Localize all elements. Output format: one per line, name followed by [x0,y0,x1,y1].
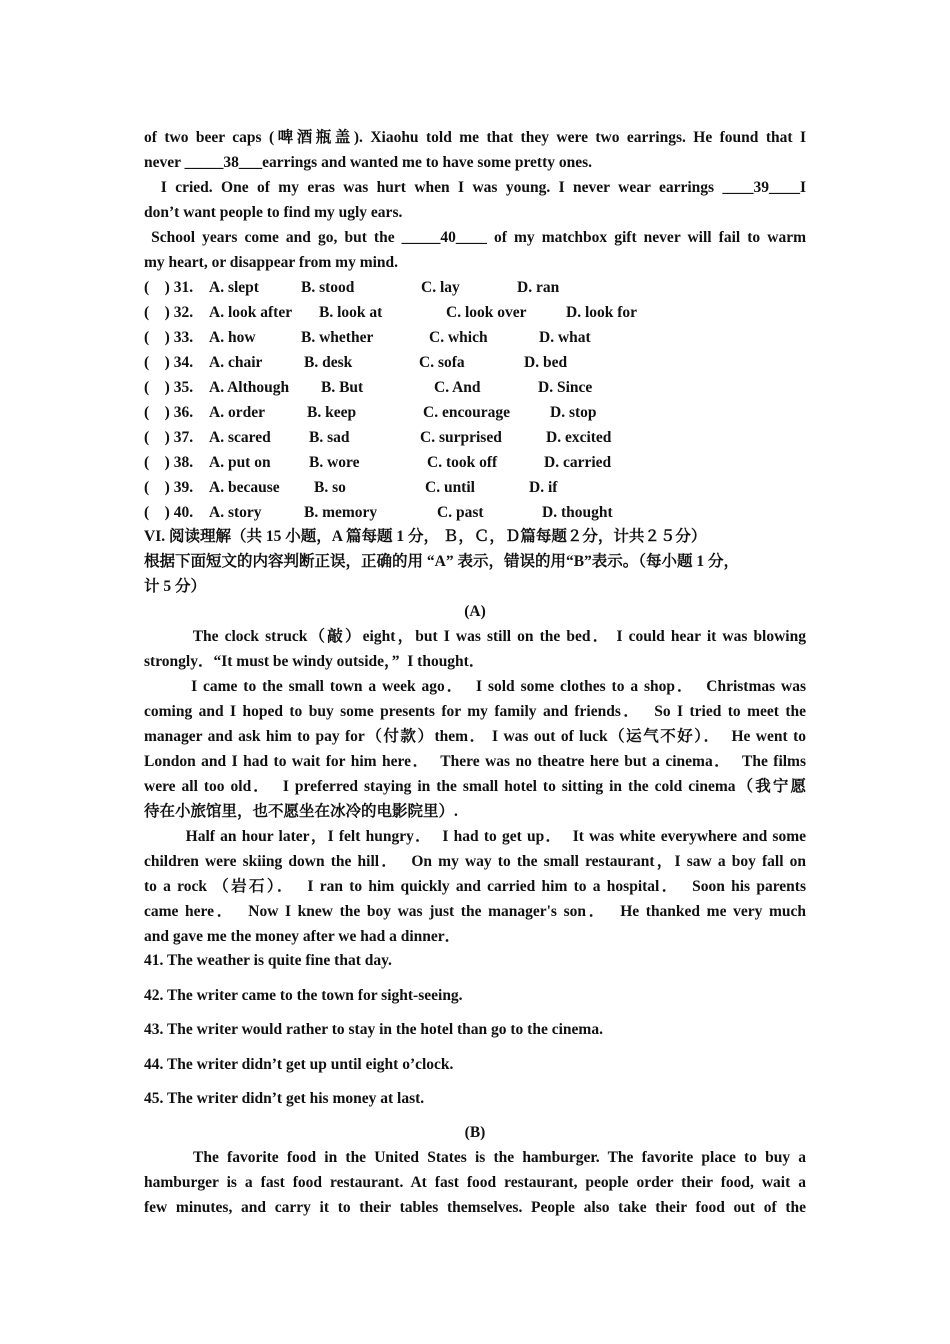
option-c: C. lay [421,279,460,296]
option-d: D. Since [538,379,593,396]
option-c: C. encourage [423,404,510,421]
passage-line: few minutes, and carry it to their tables themselves. People also take their food out of the [144,1199,806,1216]
passage-b [144,1120,806,1220]
cloze-passage [144,125,806,275]
option-a: A. how [209,329,256,346]
option-d: D. look for [566,304,638,321]
passage-line: my heart, or disappear from my mind. [144,254,399,271]
option-c: C. past [437,504,484,521]
passage-b-label: (B) [464,1124,486,1141]
question-row [144,325,806,350]
option-b: B. whether [301,329,374,346]
question-number: ( ) 35. [144,379,194,396]
question-row [144,375,806,400]
option-c: C. until [425,479,475,496]
option-b: B. But [321,379,364,396]
passage-line: coming and I hoped to buy some presents for my family and friends． So I tried to meet the [144,703,806,720]
passage-line: I came to the small town a week ago． I sold some clothes to a shop． Christmas was [144,678,806,695]
passage-line: London and I had to wait for him here． There was no theatre here but a cinema． The films [144,753,806,770]
question-row [144,475,806,500]
question-row [144,275,806,300]
option-a: A. chair [209,354,263,371]
passage-line: of two beer caps (啤酒瓶盖). Xiaohu told me that they were two earrings. He found that I [144,129,806,146]
option-a: A. story [209,504,262,521]
option-a: A. order [209,404,265,421]
option-a: A. Although [209,379,290,396]
question-number: ( ) 36. [144,404,194,421]
question-number: ( ) 39. [144,479,194,496]
passage-line: strongly．“It must be windy outside，” I thought． [144,653,485,670]
option-a: A. scared [209,429,271,446]
option-a: A. slept [209,279,259,296]
option-c: C. surprised [420,429,502,446]
question-row [144,425,806,450]
section-6-header [144,524,806,624]
passage-line: don’t want people to find my ugly ears. [144,204,403,221]
option-d: D. thought [542,504,613,521]
statement-item: 41. The weather is quite fine that day. [144,952,392,969]
option-b: B. so [314,479,346,496]
option-b: B. keep [307,404,357,421]
option-d: D. excited [546,429,612,446]
passage-line: to a rock （岩石）． I ran to him quickly and carried him to a hospital． Soon his parents [144,878,806,895]
passage-line: manager and ask him to pay for（付款）them． I was out of luck（运气不好）． He went to [144,728,806,745]
option-b: B. look at [319,304,383,321]
passage-line: The favorite food in the United States is the hamburger. The favorite place to buy a [144,1149,806,1166]
passage-line: children were skiing down the hill． On my way to the small restaurant，I saw a boy fall on [144,853,806,870]
section-instructions-cont: 计 5 分） [144,578,207,595]
question-number: ( ) 32. [144,304,194,321]
option-c: C. look over [446,304,527,321]
option-a: A. because [209,479,280,496]
option-c: C. And [434,379,481,396]
section-heading: VI. 阅读理解（共 15 小题，A 篇每题 1 分， Ｂ，Ｃ，Ｄ篇每题２分，计共２５分） [144,528,707,545]
statement-item: 43. The writer would rather to stay in the hotel than go to the cinema. [144,1021,603,1038]
passage-b-text [144,1145,806,1220]
option-d: D. stop [550,404,597,421]
section-instructions: 根据下面短文的内容判断正误，正确的用 “A” 表示，错误的用“B”表示。（每小题 1 分， [144,553,740,570]
question-row [144,350,806,375]
passage-line: and gave me the money after we had a dinner． [144,928,461,945]
passage-line: School years come and go, but the _____40____ of my matchbox gift never will fail to warm [144,229,806,246]
passage-line: Half an hour later，I felt hungry． I had to get up． It was white everywhere and some [144,828,806,845]
statement-item: 42. The writer came to the town for sight-seeing. [144,986,463,1004]
question-number: ( ) 34. [144,354,194,371]
statement-item: 44. The writer didn’t get up until eight o’clock. [144,1055,454,1073]
option-b: B. memory [304,504,378,521]
option-b: B. sad [309,429,350,446]
question-number: ( ) 33. [144,329,194,346]
option-a: A. look after [209,304,293,321]
question-number: ( ) 37. [144,429,194,446]
option-b: B. desk [304,354,353,371]
passage-a-label: (A) [464,603,486,620]
option-b: B. wore [309,454,360,471]
question-row [144,300,806,325]
cloze-questions [144,275,806,525]
passage-line: 待在小旅馆里，也不愿坐在冰冷的电影院里）. [144,803,458,820]
option-b: B. stood [301,279,355,296]
question-row [144,400,806,425]
passage-line: hamburger is a fast food restaurant. At fast food restaurant, people order their food, wait a [144,1174,806,1191]
option-a: A. put on [209,454,271,471]
option-d: D. if [529,479,558,496]
question-row [144,450,806,475]
option-d: D. ran [517,279,560,296]
passage-line: came here． Now I knew the boy was just the manager's son． He thanked me very much [144,903,806,920]
question-number: ( ) 38. [144,454,194,471]
passage-a [144,624,806,949]
option-d: D. what [539,329,591,346]
statement-item: 45. The writer didn’t get his money at last. [144,1090,425,1107]
passage-line: were all too old． I preferred staying in the small hotel to sitting in the cold cinema（我宁愿 [144,778,806,795]
option-d: D. bed [524,354,568,371]
question-number: ( ) 31. [144,279,194,296]
option-d: D. carried [544,454,612,471]
true-false-statements [144,948,806,1121]
question-number: ( ) 40. [144,504,194,521]
passage-line: never _____38___earrings and wanted me to have some pretty ones. [144,154,593,171]
passage-line: I cried. One of my eras was hurt when I was young. I never wear earrings ____39____I [144,179,806,196]
option-c: C. which [429,329,488,346]
option-c: C. took off [427,454,498,471]
passage-line: The clock struck（敲）eight，but I was still on the bed． I could hear it was blowing [144,628,806,645]
option-c: C. sofa [419,354,465,371]
question-row [144,500,806,525]
